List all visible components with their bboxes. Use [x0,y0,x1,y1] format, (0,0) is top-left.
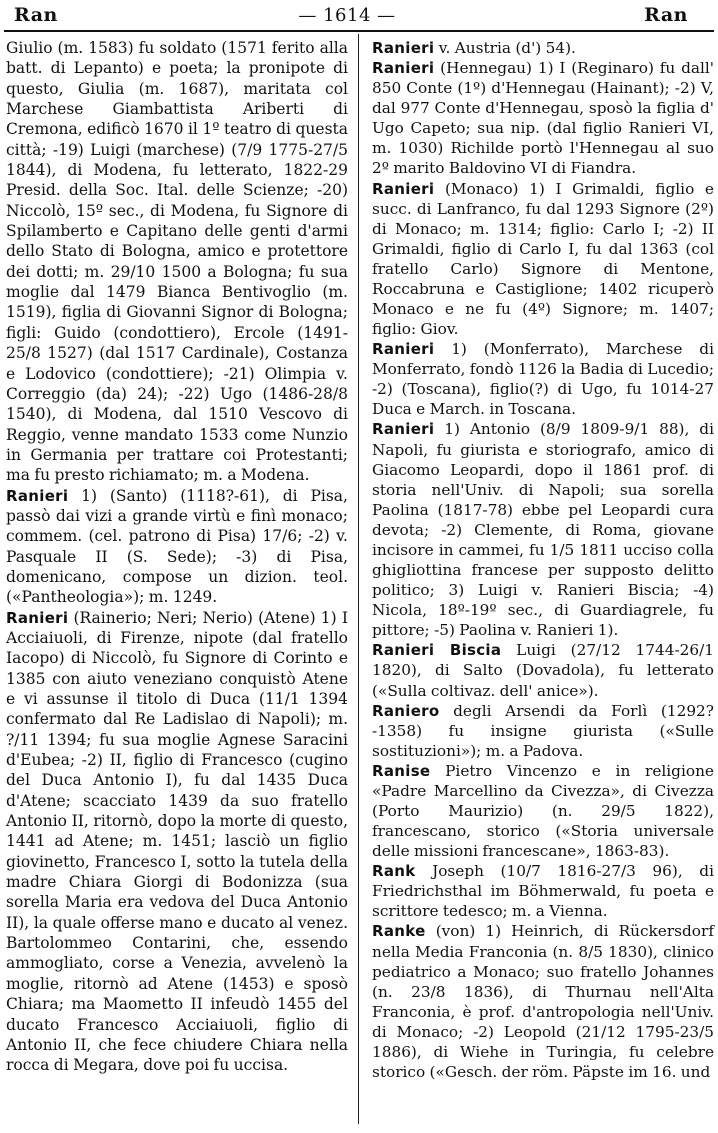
entry [372,761,714,861]
header-rule [4,30,714,32]
entry [372,640,714,700]
header-left-word: Ran [14,4,58,26]
entry [372,419,714,640]
entry-headword: Ranise [372,761,431,780]
entry-text: (Rainerio; Neri; Nerio) (Atene) 1) I Acciaiuoli, di Firenze, nipote (dal fratello Iacopo) di Niccolò, fu Signore di Corinto e 1385 con aiuto veneziano conquistò Atene e vi assunse il titolo di Duca (11/1 1394 confermato dal Re Ladislao di Napoli); m. ?/11 1394; fu sua moglie Agnese Saracini d'Eubea; -2) II, figlio di Francesco (cugino del Duca Antonio I), fu dal 1435 Duca d'Atene; scacciato 1439 da suo fratello Antonio II, ritornò, dopo la morte di questo, 1441 ad Atene; m. 1451; lasciò un figlio giovinetto, Francesco I, sotto la tutela della madre Chiara Giorgi di Bodonizza (sua sorella Maria era vedova del Duca Antonio II), la quale offerse mano e ducato al venez. Bartolommeo Contarini, che, essendo ammogliato, corse a Venezia, avvelenò la moglie, ritornò ad Atene (1453) e sposò Chiara; ma Maometto II infeudò 1455 del ducato Francesco Acciaiuoli, figlio di Antonio II, che fece chiudere Chiara nella rocca di Megara, dove poi fu uccisa. [6,608,348,1075]
entry-text: 1) (Monferrato), Marchese di Monferrato, fondò 1126 la Badia di Lucedio; -2) (Toscana), figlio(?) di Ugo, fu 1014-27 Duca e March. in Toscana. [372,340,714,419]
entry-headword: Ranieri [372,179,435,198]
entry [372,38,714,58]
entry-text: (Monaco) 1) I Grimaldi, figlio e succ. di Lanfranco, fu dal 1293 Signore (2º) di Monaco; m. 1314; figlio: Carlo I; -2) II Grimaldi, figlio di Carlo I, fu dal 1363 (col fratello Carlo) Signore di Mentone, Roccabruna e Castiglione; 1402 ricuperò Monaco e ne fu (4º) Signore; m. 1407; figlio: Giov. [372,179,714,339]
entry-headword: Ranieri [372,420,435,439]
entry-headword: Ranieri [6,608,69,627]
entry-text: Luigi (27/12 1744-26/1 1820), di Salto (Dovadola), fu letterato («Sulla coltivaz. dell' anice»). [372,641,714,700]
entry [372,339,714,419]
entry-text: 1) (Santo) (1118?-61), di Pisa, passò dai vizi a grande virtù e finì monaco; commem. (cel. patrono di Pisa) 17/6; -2) v. Pasquale II (S. Sede); -3) di Pisa, domenicano, compose un dizion. teol. («Pantheologia»); m. 1249. [6,486,348,607]
entry-headword: Ranieri [6,486,69,505]
entry [372,921,714,1082]
column-divider [358,34,359,1124]
header-right-word: Ran [644,4,688,26]
entry-text: Giulio (m. 1583) fu soldato (1571 ferito alla batt. di Lepanto) e poeta; la pronipote di questo, Giulia (m. 1687), maritata col Marchese Giambattista Ariberti di Cremona, edificò 1670 il 1º teatro di questa città; -19) Luigi (marchese) (7/9 1775-27/5 1844), di Modena, fu letterato, 1822-29 Presid. della Soc. Ital. delle Scienze; -20) Niccolò, 15º sec., di Modena, fu Signore di Spilamberto e Capitano delle genti d'armi dello Stato di Bologna, amico e protettore dei dotti; m. 29/10 1500 a Bologna; fu sua moglie dal 1479 Bianca Bentivoglio (m. 1519), figlia di Giovanni Signor di Bologna; figli: Guido (condottiero), Ercole (1491-25/8 1527) (dal 1517 Cardinale), Costanza e Lodovico (condottiere); -21) Olimpia v. Correggio (da) 24); -22) Ugo (1486-28/8 1540), di Modena, dal 1510 Vescovo di Reggio, venne mandato 1533 come Nunzio in Germania per trattare coi Protestanti; ma fu presto richiamato; m. a Modena. [6,39,348,485]
entry-headword: Raniero [372,701,440,720]
entry-headword: Ranieri Biscia [372,641,502,660]
entry-headword: Ranieri [372,59,435,78]
entry [372,179,714,340]
entry-text: Joseph (10/7 1816-27/3 96), di Friedrichsthal im Böhmerwald, fu poeta e scrittore tedesco; m. a Vienna. [372,862,714,921]
entry [372,58,714,178]
entry-text: (Hennegau) 1) I (Reginaro) fu dall' 850 Conte (1º) d'Hennegau (Hainant); -2) V, dal 977 Conte d'Hennegau, sposò la figlia d' Ugo Capeto; sua nip. (dal figlio Ranieri VI, m. 1030) Richilde portò l'Hennegau al suo 2º marito Baldovino VI di Fiandra. [372,59,714,178]
entry [372,861,714,921]
entry-headword: Ranieri [372,340,435,359]
entry [372,701,714,761]
entry-text: degli Arsendi da Forlì (1292?-1358) fu insigne giurista («Sulle sostituzioni»); m. a Padova. [372,701,714,760]
entry-text: (von) 1) Heinrich, di Rückersdorf nella Media Franconia (n. 8/5 1830), clinico pediatrico a Monaco; suo fratello Johannes (n. 23/8 1836), di Thurnau nell'Alta Franconia, è prof. d'antropologia nell'Univ. di Monaco; -2) Leopold (21/12 1795-23/5 1886), di Wiehe in Turingia, fu celebre storico («Gesch. der röm. Päpste im 16. und [372,922,714,1081]
entry-headword: Rank [372,862,416,881]
left-column [6,38,348,1076]
entry [6,38,348,486]
right-column [372,38,714,1082]
page-number: — 1614 — [298,4,396,26]
entry-headword: Ranke [372,922,426,941]
entry [6,486,348,608]
page-header [6,2,712,28]
entry-headword: Ranieri [372,39,435,57]
entry [6,608,348,1076]
entry-text: 1) Antonio (8/9 1809-9/1 88), di Napoli, fu giurista e storiografo, amico di Giacomo Leopardi, dopo il 1861 prof. di storia nell'Univ. di Napoli; sua sorella Paolina (1817-78) ebbe pel Leopardi cura devota; -2) Clemente, di Roma, giovane incisore in cammei, fu 1/5 1811 ucciso colla ghigliottina francese per supposto delitto politico; 3) Luigi v. Ranieri Biscia; -4) Nicola, 18º-19º sec., di Guardiagrele, fu pittore; -5) Paolina v. Ranieri 1). [372,420,714,640]
entry-text: Pietro Vincenzo e in religione «Padre Marcellino da Civezza», di Civezza (Porto Maurizio) (n. 29/5 1822), francescano, storico («Storia universale delle missioni francescane», 1863-83). [372,761,714,861]
entry-text: v. Austria (d') 54). [438,39,576,57]
